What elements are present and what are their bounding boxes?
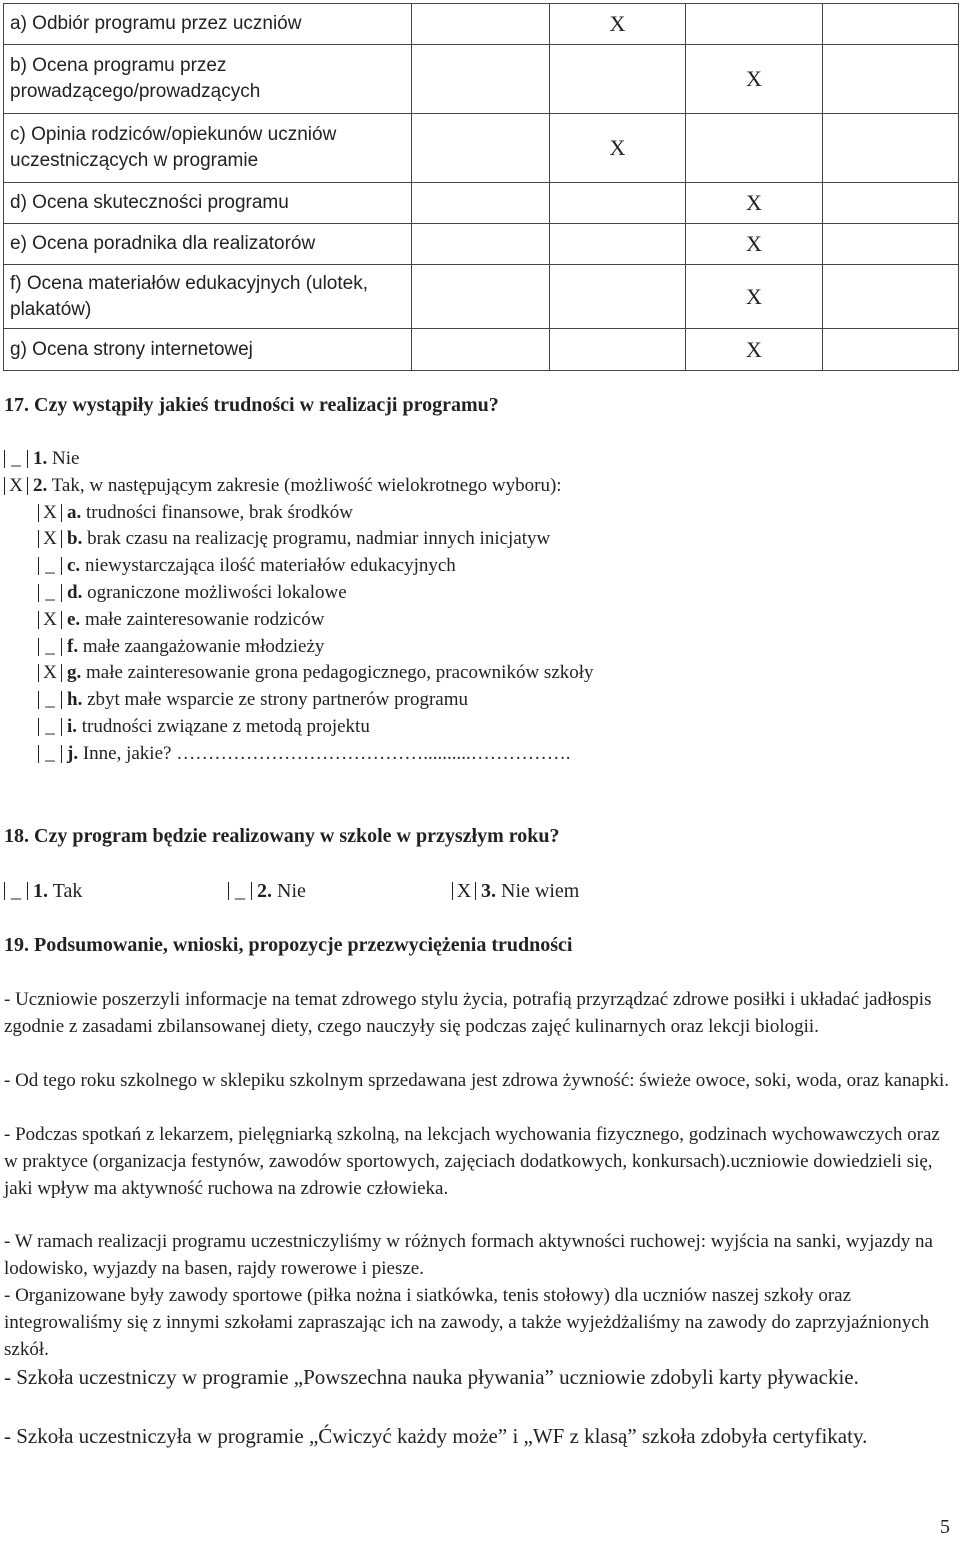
evaluation-cell: X xyxy=(686,224,823,265)
evaluation-cell xyxy=(823,183,959,224)
question-19-title: 19. Podsumowanie, wnioski, propozycje przezwyciężenia trudności xyxy=(4,934,573,956)
checkbox: X xyxy=(4,477,28,495)
option-number: f. xyxy=(67,635,79,657)
question-17-option xyxy=(38,607,324,633)
option-text: Nie xyxy=(47,448,80,469)
option-number: 1. xyxy=(33,448,48,469)
evaluation-cell xyxy=(823,45,959,114)
evaluation-row xyxy=(4,45,959,114)
evaluation-row xyxy=(4,114,959,183)
question-17-option xyxy=(4,473,562,499)
evaluation-cell xyxy=(823,114,959,183)
option-text: niewystarczająca ilość materiałów edukacyjnych xyxy=(80,555,456,577)
evaluation-cell xyxy=(550,183,686,224)
evaluation-cell xyxy=(550,265,686,329)
question-18-option xyxy=(4,878,82,904)
summary-paragraph: - Szkoła uczestniczyła w programie „Ćwiczyć każdy może” i „WF z klasą” szkoła zdobyła certyfikaty. xyxy=(4,1424,868,1448)
evaluation-label: f) Ocena materiałów edukacyjnych (ulotek, plakatów) xyxy=(4,265,412,329)
evaluation-label: b) Ocena programu przez prowadzącego/prowadzących xyxy=(4,45,412,114)
evaluation-label: d) Ocena skuteczności programu xyxy=(4,183,412,224)
evaluation-cell xyxy=(412,183,550,224)
evaluation-cell xyxy=(550,45,686,114)
evaluation-cell xyxy=(823,224,959,265)
evaluation-cell xyxy=(412,4,550,45)
checkbox: _ xyxy=(38,557,62,575)
evaluation-label: e) Ocena poradnika dla realizatorów xyxy=(4,224,412,265)
evaluation-cell xyxy=(550,329,686,371)
checkbox: _ xyxy=(38,691,62,709)
evaluation-cell: X xyxy=(550,4,686,45)
checkbox: X xyxy=(38,530,62,548)
evaluation-label: a) Odbiór programu przez uczniów xyxy=(4,4,412,45)
summary-paragraph: - Szkoła uczestniczy w programie „Powszechna nauka pływania” uczniowie zdobyli karty pływackie. xyxy=(4,1365,859,1389)
evaluation-row xyxy=(4,183,959,224)
question-17-title: 17. Czy wystąpiły jakieś trudności w realizacji programu? xyxy=(4,394,499,416)
option-number: 2. xyxy=(257,880,272,902)
evaluation-cell: X xyxy=(686,329,823,371)
option-number: i. xyxy=(67,716,78,737)
option-text: Nie xyxy=(272,880,306,902)
summary-paragraph: - Podczas spotkań z lekarzem, pielęgniarką szkolną, na lekcjach wychowania fizycznego, godzinach wychowawczych oraz w praktyce (organizacja festynów, zawodów sportowych, zajęciach dodatkowych, konkursach).uczniowie dowiedzieli się, jaki wpływ ma aktywność ruchowa na zdrowie człowieka. xyxy=(4,1124,940,1199)
evaluation-cell: X xyxy=(550,114,686,183)
option-text: małe zaangażowanie młodzieży xyxy=(78,635,325,657)
evaluation-label: g) Ocena strony internetowej xyxy=(4,329,412,371)
question-17-option xyxy=(38,553,456,579)
checkbox: _ xyxy=(38,718,62,736)
option-text: ograniczone możliwości lokalowe xyxy=(82,582,347,603)
option-number: 2. xyxy=(33,474,48,496)
checkbox: _ xyxy=(4,882,28,900)
evaluation-row xyxy=(4,4,959,45)
option-text: trudności finansowe, brak środków xyxy=(81,501,354,523)
evaluation-cell xyxy=(686,4,823,45)
option-text: małe zainteresowanie rodziców xyxy=(80,608,325,630)
option-number: h. xyxy=(67,689,83,711)
option-text: trudności związane z metodą projektu xyxy=(77,716,370,737)
option-text: Nie wiem xyxy=(496,880,580,902)
checkbox: X xyxy=(38,611,62,629)
checkbox: _ xyxy=(228,882,252,900)
question-17-option xyxy=(38,580,347,606)
evaluation-cell xyxy=(823,329,959,371)
question-17-option xyxy=(38,526,550,552)
option-text: Inne, jakie? …………………………………..........……………. xyxy=(78,742,571,764)
option-number: 3. xyxy=(481,880,496,902)
evaluation-cell xyxy=(823,265,959,329)
option-number: d. xyxy=(67,582,83,603)
option-number: 1. xyxy=(33,880,48,902)
evaluation-table xyxy=(3,3,959,371)
summary-paragraph: - W ramach realizacji programu uczestniczyliśmy w różnych formach aktywności ruchowej: wyjścia na sanki, wyjazdy na lodowisko, wyjazdy na basen, rajdy rowerowe i piesze. xyxy=(4,1231,933,1279)
option-number: b. xyxy=(67,528,83,550)
checkbox: _ xyxy=(38,638,62,656)
option-text: Tak xyxy=(48,880,83,902)
question-17-option xyxy=(38,714,370,740)
evaluation-label: c) Opinia rodziców/opiekunów uczniów uczestniczących w programie xyxy=(4,114,412,183)
option-text: brak czasu na realizację programu, nadmiar innych inicjatyw xyxy=(82,528,551,550)
evaluation-cell: X xyxy=(686,265,823,329)
evaluation-cell xyxy=(412,265,550,329)
option-text: zbyt małe wsparcie ze strony partnerów programu xyxy=(82,689,468,711)
question-17-option xyxy=(38,660,594,686)
evaluation-cell xyxy=(412,45,550,114)
evaluation-cell xyxy=(823,4,959,45)
evaluation-row xyxy=(4,224,959,265)
question-17-option xyxy=(38,741,570,767)
option-number: c. xyxy=(67,555,81,577)
option-number: j. xyxy=(67,742,79,764)
question-17-option xyxy=(38,687,468,713)
summary-paragraph: - Organizowane były zawody sportowe (piłka nożna i siatkówka, tenis stołowy) dla uczniów naszej szkoły oraz integrowaliśmy się z innymi szkołami zapraszając ich na zawody, a także wyjeżdżaliśmy na zawody do zaprzyjaźnionych szkół. xyxy=(4,1285,930,1360)
option-text: Tak, w następującym zakresie (możliwość wielokrotnego wyboru): xyxy=(47,474,562,496)
checkbox: X xyxy=(38,504,62,522)
evaluation-cell xyxy=(686,114,823,183)
option-text: małe zainteresowanie grona pedagogicznego, pracowników szkoły xyxy=(81,662,594,684)
checkbox: _ xyxy=(4,450,28,468)
question-18-title: 18. Czy program będzie realizowany w szkole w przyszłym roku? xyxy=(4,825,560,847)
question-17-option xyxy=(4,446,79,472)
summary-paragraph: - Od tego roku szkolnego w sklepiku szkolnym sprzedawana jest zdrowa żywność: świeże owoce, soki, woda, oraz kanapki. xyxy=(4,1070,949,1091)
evaluation-row xyxy=(4,265,959,329)
question-17-option xyxy=(38,500,353,526)
checkbox: X xyxy=(452,882,476,900)
checkbox: X xyxy=(38,664,62,682)
option-number: a. xyxy=(67,501,82,523)
question-18-option xyxy=(452,878,579,904)
option-number: g. xyxy=(67,662,82,684)
checkbox: _ xyxy=(38,745,62,763)
question-18-option xyxy=(228,878,306,904)
evaluation-cell xyxy=(412,224,550,265)
evaluation-cell xyxy=(550,224,686,265)
evaluation-cell xyxy=(412,114,550,183)
page-number: 5 xyxy=(940,1516,950,1538)
option-number: e. xyxy=(67,608,81,630)
evaluation-cell: X xyxy=(686,45,823,114)
checkbox: _ xyxy=(38,584,62,602)
question-17-option xyxy=(38,634,324,660)
summary-paragraph: - Uczniowie poszerzyli informacje na temat zdrowego stylu życia, potrafią przyrządzać zdrowe posiłki i układać jadłospis zgodnie z zasadami zbilansowanej diety, czego nauczyły się podczas zajęć kulinarnych oraz lekcji biologii. xyxy=(4,989,932,1037)
evaluation-cell: X xyxy=(686,183,823,224)
evaluation-row xyxy=(4,329,959,371)
evaluation-cell xyxy=(412,329,550,371)
